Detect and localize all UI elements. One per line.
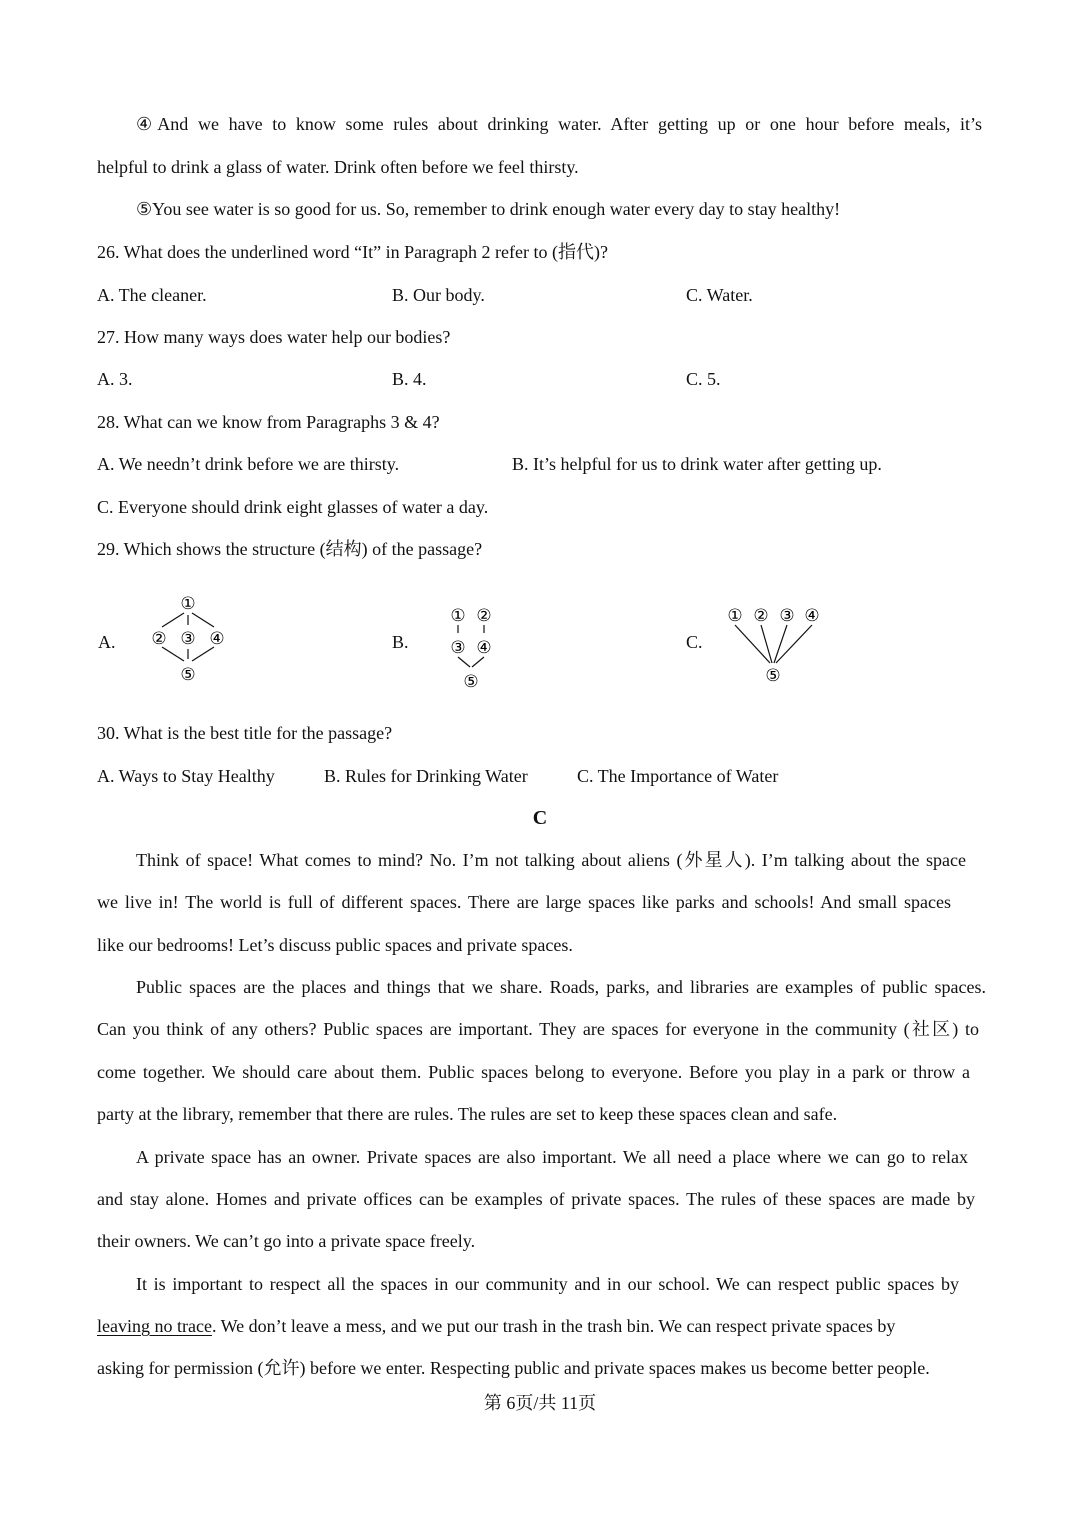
question-28-option-a: A. We needn’t drink before we are thirsty. xyxy=(97,454,400,474)
passage-c-p4-line-2 xyxy=(97,1315,895,1337)
question-30-option-b: B. Rules for Drinking Water xyxy=(324,766,528,786)
passage-c-p2-line-1: Public spaces are the places and things that we share. Roads, parks, and libraries are examples of public spaces. xyxy=(136,977,986,997)
question-30-stem: 30. What is the best title for the passage? xyxy=(97,723,393,743)
question-27-option-c: C. 5. xyxy=(686,369,721,389)
paragraph-5: ⑤You see water is so good for us. So, remember to drink enough water every day to stay healthy! xyxy=(136,199,841,219)
diagram-c-node-4: ④ xyxy=(804,606,820,625)
diagram-c-node-5: ⑤ xyxy=(765,666,781,685)
passage-c-p1-line-3: like our bedrooms! Let’s discuss public spaces and private spaces. xyxy=(97,935,573,955)
passage-c-p4-line-2-rest: . We don’t leave a mess, and we put our trash in the trash bin. We can respect private spaces by xyxy=(211,1316,896,1336)
diagram-a-node-1: ① xyxy=(180,594,196,613)
passage-c-p2-line-2: Can you think of any others? Public spaces are important. They are spaces for everyone in the community (社区) to xyxy=(97,1019,979,1039)
passage-c-p1-line-1: Think of space! What comes to mind? No. I’m not talking about aliens (外星人). I’m talking about the space xyxy=(136,850,966,870)
question-28-option-c: C. Everyone should drink eight glasses of water a day. xyxy=(97,497,489,517)
diagram-a-node-5: ⑤ xyxy=(180,665,196,684)
diagram-c-node-2: ② xyxy=(753,606,769,625)
passage-c-p3-line-3: their owners. We can’t go into a private space freely. xyxy=(97,1231,476,1251)
passage-c-p1-line-2: we live in! The world is full of different spaces. There are large spaces like parks and schools! And small spaces xyxy=(97,892,951,912)
paragraph-4-line-1: ④And we have to know some rules about drinking water. After getting up or one hour before meals, it’s xyxy=(136,114,982,134)
passage-c-p4-line-3: asking for permission (允许) before we enter. Respecting public and private spaces makes us become better people. xyxy=(97,1358,930,1378)
question-26-option-b: B. Our body. xyxy=(392,285,485,305)
diagram-b-node-5: ⑤ xyxy=(463,672,479,691)
page-number-footer: 第 6页/共 11页 xyxy=(483,1393,597,1413)
question-30-option-a: A. Ways to Stay Healthy xyxy=(97,766,275,786)
diagram-b-node-2: ② xyxy=(476,606,492,625)
section-heading-c: C xyxy=(532,807,548,829)
paragraph-4-line-2: helpful to drink a glass of water. Drink often before we feel thirsty. xyxy=(97,157,579,177)
diagram-b-node-3: ③ xyxy=(450,638,466,657)
question-29-stem: 29. Which shows the structure (结构) of the passage? xyxy=(97,539,483,559)
question-29-label-c: C. xyxy=(686,632,703,652)
passage-c-p2-line-3: come together. We should care about them. Public spaces belong to everyone. Before you play in a park or throw a xyxy=(97,1062,970,1082)
question-29-label-b: B. xyxy=(392,632,409,652)
passage-c-p3-line-2: and stay alone. Homes and private offices can be examples of private spaces. The rules of these spaces are made by xyxy=(97,1189,975,1209)
diagram-c-node-1: ① xyxy=(727,606,743,625)
question-26-option-c: C. Water. xyxy=(686,285,753,305)
question-30-option-c: C. The Importance of Water xyxy=(577,766,779,786)
question-26-stem: 26. What does the underlined word “It” in Paragraph 2 refer to (指代)? xyxy=(97,242,608,262)
diagram-b-node-1: ① xyxy=(450,606,466,625)
diagram-a-node-3: ③ xyxy=(180,629,196,648)
question-27-stem: 27. How many ways does water help our bodies? xyxy=(97,327,451,347)
question-29-label-a: A. xyxy=(98,632,116,652)
question-26-option-a: A. The cleaner. xyxy=(97,285,207,305)
structure-diagram-c xyxy=(718,597,838,697)
diagram-a-node-4: ④ xyxy=(209,629,225,648)
diagram-b-node-4: ④ xyxy=(476,638,492,657)
diagram-c-node-3: ③ xyxy=(779,606,795,625)
passage-c-p4-line-1: It is important to respect all the spaces in our community and in our school. We can respect public spaces by xyxy=(136,1274,959,1294)
question-28-option-b: B. It’s helpful for us to drink water after getting up. xyxy=(512,454,882,474)
passage-c-p2-line-4: party at the library, remember that there are rules. The rules are set to keep these spaces clean and safe. xyxy=(97,1104,838,1124)
underlined-phrase: leaving no trace xyxy=(97,1316,212,1336)
question-28-stem: 28. What can we know from Paragraphs 3 & 4? xyxy=(97,412,440,432)
question-27-option-a: A. 3. xyxy=(97,369,133,389)
diagram-a-node-2: ② xyxy=(151,629,167,648)
question-27-option-b: B. 4. xyxy=(392,369,427,389)
passage-c-p3-line-1: A private space has an owner. Private spaces are also important. We all need a place where we can go to relax xyxy=(136,1147,968,1167)
structure-diagram-b xyxy=(436,595,516,695)
structure-diagram-a xyxy=(140,585,240,695)
